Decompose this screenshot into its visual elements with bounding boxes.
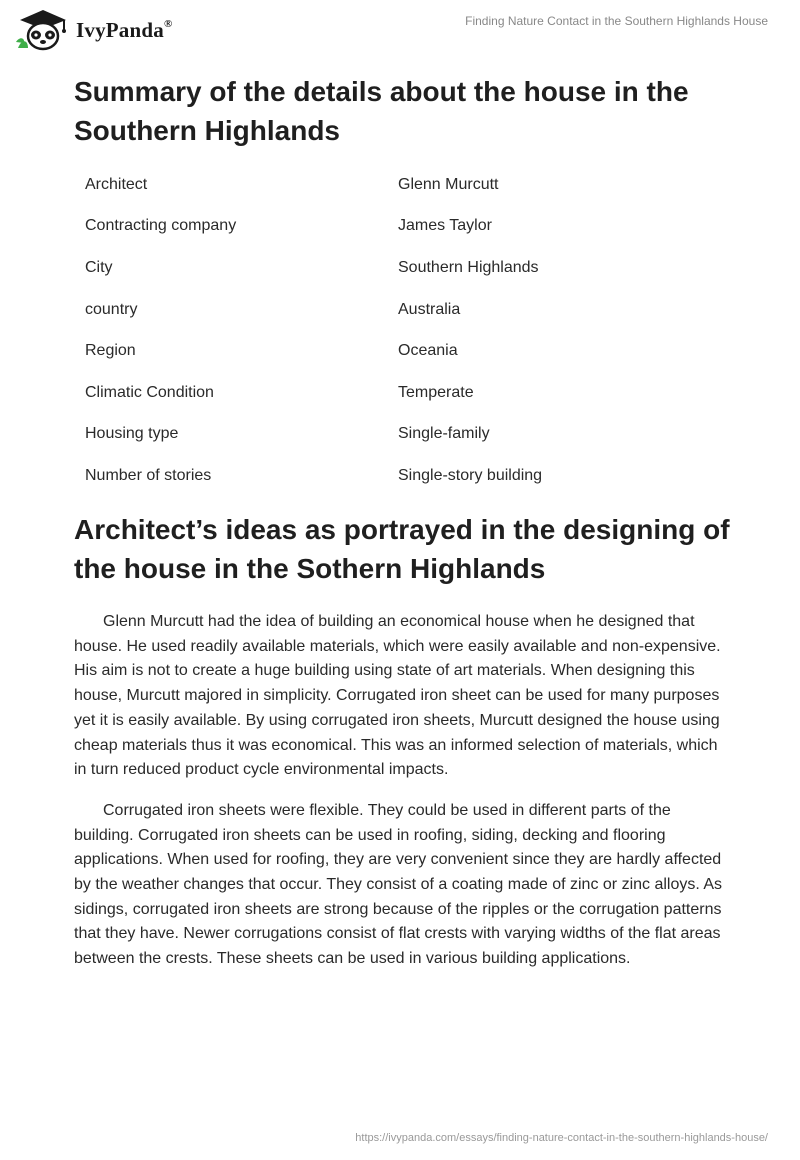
row-label: Contracting company <box>85 217 237 235</box>
panda-graduate-icon <box>14 8 72 52</box>
table-row <box>74 289 734 331</box>
row-value: Glenn Murcutt <box>398 175 499 193</box>
row-value: Southern Highlands <box>398 258 539 276</box>
table-row <box>74 372 734 414</box>
table-row <box>74 247 734 289</box>
row-value: Single-family <box>398 425 490 443</box>
running-title: Finding Nature Contact in the Southern Highlands House <box>465 14 768 28</box>
row-value: James Taylor <box>398 217 492 235</box>
section-heading-ideas: Architect’s ideas as portrayed in the designing of the house in the Sothern Highlands <box>74 514 730 584</box>
brand-logo[interactable] <box>14 8 172 52</box>
essay-body <box>74 610 734 988</box>
row-label: Housing type <box>85 425 179 443</box>
row-label: Region <box>85 342 136 360</box>
row-label: City <box>85 258 113 276</box>
row-label: Number of stories <box>85 466 212 484</box>
brand-name: IvyPanda® <box>76 17 173 42</box>
source-url[interactable]: https://ivypanda.com/essays/finding-nature-contact-in-the-southern-highlands-house/ <box>355 1132 768 1144</box>
table-row <box>74 455 734 497</box>
row-value: Australia <box>398 300 461 318</box>
table-row <box>74 330 734 372</box>
row-value: Oceania <box>398 342 458 360</box>
table-row <box>74 164 734 206</box>
section-heading-summary: Summary of the details about the house in the Southern Highlands <box>74 76 689 146</box>
page-header <box>0 0 800 60</box>
table-row <box>74 206 734 248</box>
row-value: Temperate <box>398 383 474 401</box>
row-label: Architect <box>85 175 148 193</box>
row-label: Climatic Condition <box>85 383 214 401</box>
table-row <box>74 414 734 456</box>
paragraph: Glenn Murcutt had the idea of building an economical house when he designed that house. He used readily available materials, which were easily available and non-expensive. His aim is not to create a huge building using state of art materials. When designing this house, Murcutt majored in simplicity. Corrugated iron sheet can be used for many purposes yet it is easily available. By using corrugated iron sheets, Murcutt designed the house using cheap materials thus it was economical. This was an informed selection of materials, which in turn reduced product cycle environmental impacts. <box>74 613 721 779</box>
row-label: country <box>85 300 138 318</box>
paragraph: Corrugated iron sheets were flexible. They could be used in different parts of the building. Corrugated iron sheets can be used in roofing, siding, decking and flooring applications. When used for roofing, they are very convenient since they are hardly affected by the weather changes that occur. They consist of a coating made of zinc or zinc alloys. As sidings, corrugated iron sheets are strong because of the ripples or the corrugation patterns that they have. Newer corrugations consist of flat crests with varying widths of the flat areas between the crests. These sheets can be used in various building applications. <box>74 801 723 968</box>
house-details-table <box>74 164 734 497</box>
row-value: Single-story building <box>398 466 543 484</box>
